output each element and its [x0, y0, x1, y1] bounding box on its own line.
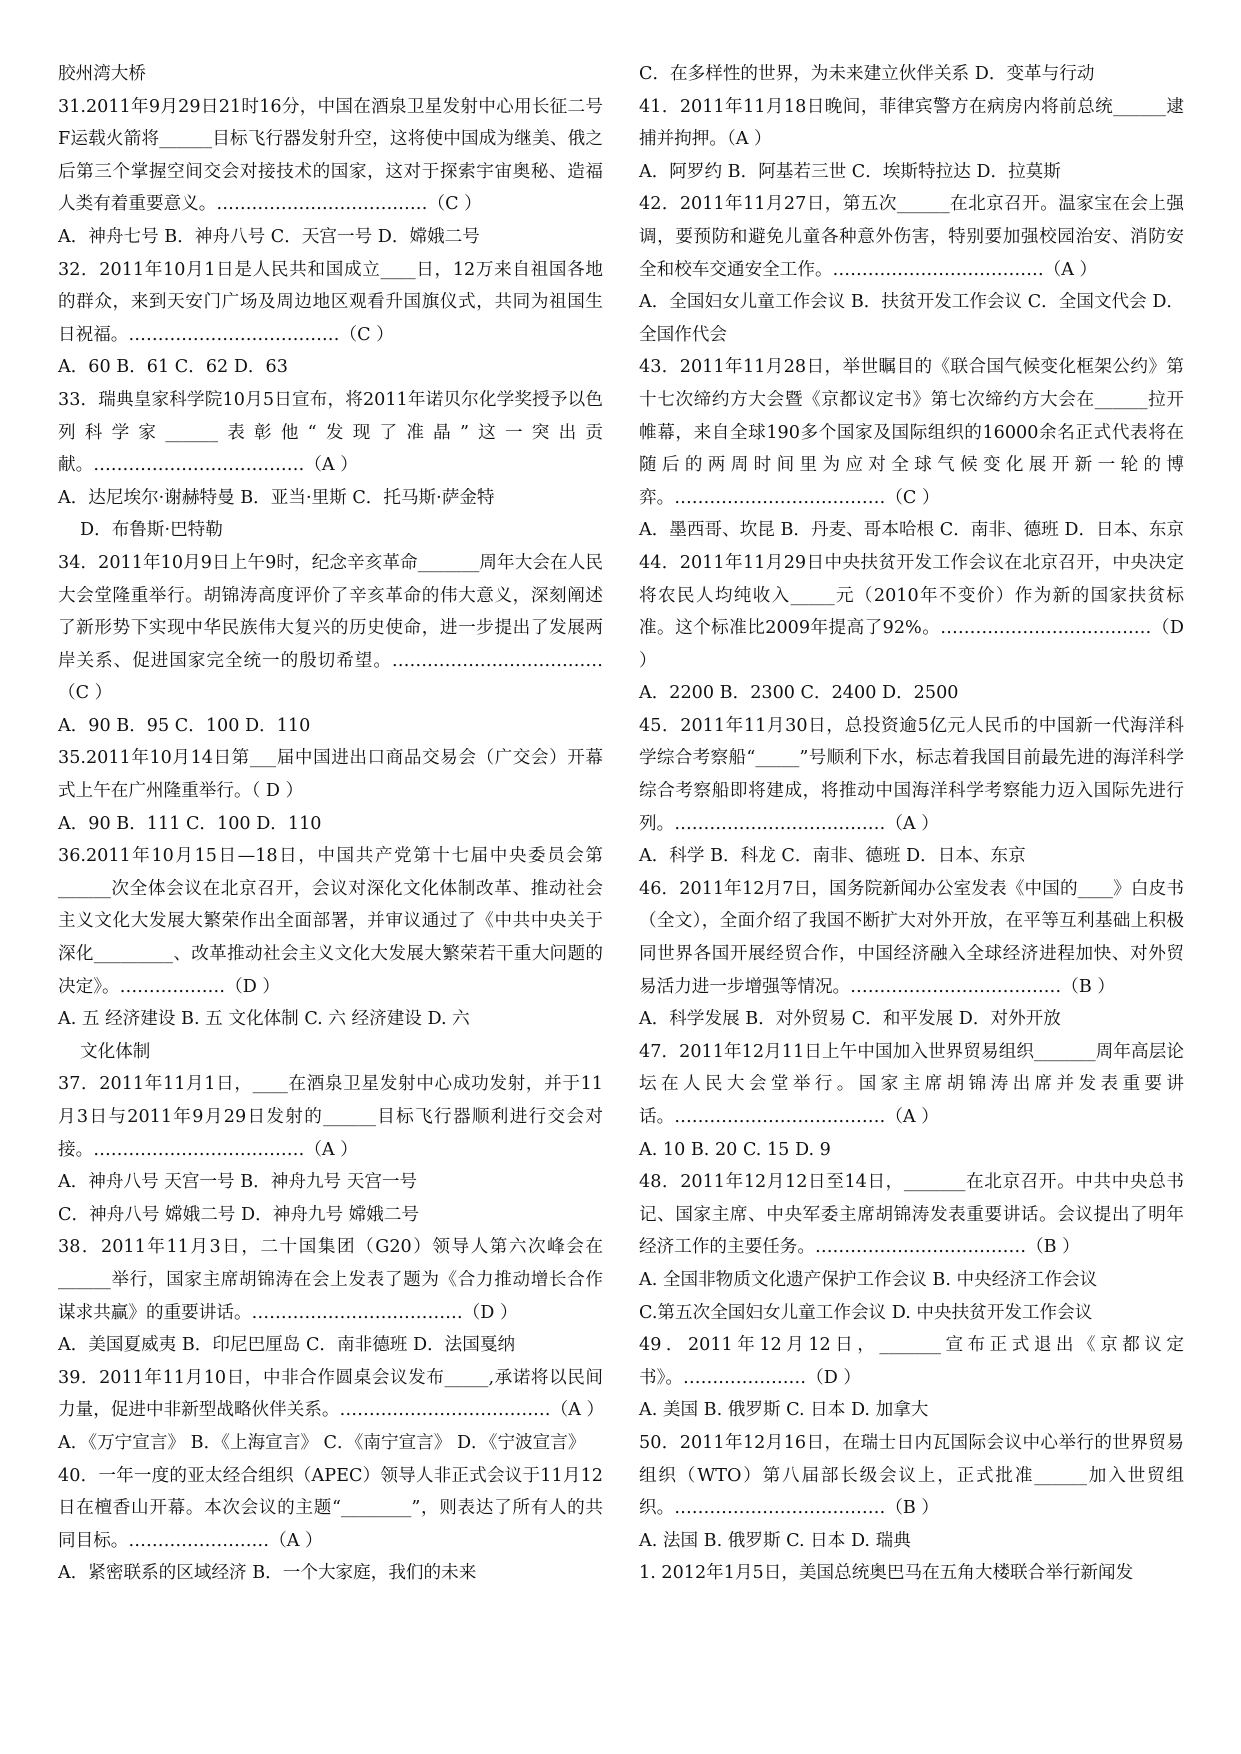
question-47: 47．2011年12月11日上午中国加入世界贸易组织_______周年高层论坛在人民大会堂举行。国家主席胡锦涛出席并发表重要讲话。………………………………（A ） — [639, 1041, 1184, 1127]
options-46: A．科学发展 B．对外贸易 C．和平发展 D．对外开放 — [639, 1009, 1061, 1030]
options-49: A. 美国 B. 俄罗斯 C. 日本 D. 加拿大 — [639, 1400, 929, 1421]
question-42: 42．2011年11月27日，第五次______在北京召开。温家宝在会上强调，要预防和避免儿童各种意外伤害，特别要加强校园治安、消防安全和校车交通安全工作。………………………………（A ） — [639, 194, 1184, 280]
question-38: 38．2011年11月3日，二十国集团（G20）领导人第六次峰会在______举行，国家主席胡锦涛在会上发表了题为《合力推动增长合作谋求共赢》的重要讲话。………………………………（D ） — [58, 1237, 603, 1323]
options-37-a: A．神舟八号 天宫一号 B．神舟九号 天宫一号 — [58, 1172, 418, 1193]
options-31: A．神舟七号 B．神舟八号 C．天宫一号 D．嫦娥二号 — [58, 226, 480, 247]
options-38: A．美国夏威夷 B．印尼巴厘岛 C．南非德班 D．法国戛纳 — [58, 1335, 516, 1356]
options-43: A．墨西哥、坎昆 B．丹麦、哥本哈根 C．南非、德班 D．日本、东京 — [639, 520, 1185, 541]
question-50: 50．2011年12月16日，在瑞士日内瓦国际会议中心举行的世界贸易组织（WTO）第八届部长级会议上，正式批准______加入世贸组织。………………………………（B ） — [639, 1432, 1184, 1519]
question-44: 44．2011年11月29日中央扶贫开发工作会议在北京召开，中央决定将农民人均纯收入_____元（2010年不变价）作为新的国家扶贫标准。这个标准比2009年提高了92%。………………………………（D ） — [639, 552, 1184, 671]
next-item-start: 1. 2012年1月5日，美国总统奥巴马在五角大楼联合举行新闻发 — [639, 1563, 1134, 1584]
options-45: A．科学 B．科龙 C．南非、德班 D．日本、东京 — [639, 846, 1026, 867]
question-34: 34．2011年10月9日上午9时，纪念辛亥革命_______周年大会在人民大会堂隆重举行。胡锦涛高度评价了辛亥革命的伟大意义，深刻阐述了新形势下实现中华民族伟大复兴的历史使命，进一步提出了发展两岸关系、促进国家完全统一的殷切希望。………………………………（C ） — [58, 552, 603, 704]
options-44: A．2200 B．2300 C．2400 D．2500 — [639, 683, 959, 704]
options-40-cont: C．在多样性的世界，为未来建立伙伴关系 D．变革与行动 — [639, 64, 1095, 84]
options-32: A．60 B．61 C．62 D．63 — [58, 357, 288, 378]
question-32: 32．2011年10月1日是人民共和国成立____日，12万来自祖国各地的群众，来到天安门广场及周边地区观看升国旗仪式，共同为祖国生日祝福。………………………………（C ） — [58, 259, 603, 345]
heading-line: 胶州湾大桥 — [58, 64, 146, 84]
options-36-cont: 文化体制 — [80, 1041, 151, 1062]
options-35: A．90 B．111 C．100 D．110 — [58, 813, 322, 834]
options-37-c: C．神舟八号 嫦娥二号 D．神舟九号 嫦娥二号 — [58, 1204, 420, 1225]
question-45: 45．2011年11月30日，总投资逾5亿元人民币的中国新一代海洋科学综合考察船“_____”号顺利下水，标志着我国目前最先进的海洋科学综合考察船即将建成，将推动中国海洋科学考察能力迈入国际先进行列。………………………………（A ） — [639, 715, 1184, 834]
options-48-a: A. 全国非物质文化遗产保护工作会议 B. 中央经济工作会议 — [639, 1269, 1098, 1290]
options-50: A. 法国 B. 俄罗斯 C. 日本 D. 瑞典 — [639, 1530, 911, 1551]
options-33-cont: D．布鲁斯·巴特勒 — [80, 520, 223, 541]
left-column — [58, 58, 603, 1590]
question-35: 35.2011年10月14日第___届中国进出口商品交易会（广交会）开幕式上午在广州隆重举行。（ D ） — [58, 748, 603, 802]
options-48-c: C.第五次全国妇女儿童工作会议 D. 中央扶贫开发工作会议 — [639, 1302, 1093, 1323]
question-41: 41．2011年11月18日晚间，菲律宾警方在病房内将前总统______逮捕并拘押。（A ） — [639, 96, 1184, 150]
question-49: 49．2011年12月12日，_______宣布正式退出《京都议定书》。…………………（D ） — [639, 1335, 1184, 1388]
options-41: A．阿罗约 B．阿基若三世 C．埃斯特拉达 D．拉莫斯 — [639, 161, 1061, 182]
question-40: 40．一年一度的亚太经合组织（APEC）领导人非正式会议于11月12日在檀香山开幕。本次会议的主题“________”，则表达了所有人的共同目标。……………………（A ） — [58, 1465, 603, 1551]
question-37: 37．2011年11月1日，____在酒泉卫星发射中心成功发射，并于11月3日与2011年9月29日发射的______目标飞行器顺利进行交会对接。………………………………（A ） — [58, 1074, 603, 1160]
options-33: A．达尼埃尔·谢赫特曼 B．亚当·里斯 C．托马斯·萨金特 — [58, 487, 495, 508]
options-34: A．90 B．95 C．100 D．110 — [58, 715, 311, 736]
options-47: A. 10 B. 20 C. 15 D. 9 — [639, 1139, 831, 1160]
options-42: A．全国妇女儿童工作会议 B．扶贫开发工作会议 C．全国文代会 D．全国作代会 — [639, 292, 1185, 345]
options-40: A．紧密联系的区域经济 B．一个大家庭，我们的未来 — [58, 1563, 477, 1584]
options-36: A. 五 经济建设 B. 五 文化体制 C. 六 经济建设 D. 六 — [58, 1009, 470, 1030]
question-33: 33．瑞典皇家科学院10月5日宣布，将2011年诺贝尔化学奖授予以色列科学家______表彰他“发现了准晶”这一突出贡献。………………………………（A ） — [58, 389, 603, 476]
question-39: 39．2011年11月10日，中非合作圆桌会议发布_____,承诺将以民间力量，促进中非新型战略伙伴关系。………………………………（A ） — [58, 1367, 605, 1421]
question-36: 36.2011年10月15日—18日，中国共产党第十七届中央委员会第______次全体会议在北京召开，会议对深化文化体制改革、推动社会主义文化大发展大繁荣作出全面部署，并审议通过了《中共中央关于深化_________、改革推动社会主义文化大发展大繁荣若干重大问题的决定》。………………（D ） — [58, 846, 603, 997]
options-39: A．《万宁宣言》 B．《上海宣言》 C．《南宁宣言》 D．《宁波宣言》 — [58, 1432, 586, 1453]
question-43: 43．2011年11月28日，举世瞩目的《联合国气候变化框架公约》第十七次缔约方大会暨《京都议定书》第七次缔约方大会在______拉开帷幕，来自全球190多个国家及国际组织的16000余名正式代表将在随后的两周时间里为应对全球气候变化展开新一轮的博弈。………………………………（C ） — [639, 357, 1184, 508]
question-46: 46．2011年12月7日，国务院新闻办公室发表《中国的____》白皮书（全文），全面介绍了我国不断扩大对外开放，在平等互利基础上积极同世界各国开展经贸合作，中国经济融入全球经济进程加快、对外贸易活力进一步增强等情况。………………………………（B ） — [639, 878, 1184, 997]
right-column — [639, 58, 1184, 1590]
question-31: 31.2011年9月29日21时16分，中国在酒泉卫星发射中心用长征二号F运载火箭将______目标飞行器发射升空，这将使中国成为继美、俄之后第三个掌握空间交会对接技术的国家，这对于探索宇宙奥秘、造福人类有着重要意义。………………………………（C ） — [58, 96, 603, 215]
question-48: 48．2011年12月12日至14日，_______在北京召开。中共中央总书记、国家主席、中央军委主席胡锦涛发表重要讲话。会议提出了明年经济工作的主要任务。………………………………（B ） — [639, 1172, 1184, 1258]
